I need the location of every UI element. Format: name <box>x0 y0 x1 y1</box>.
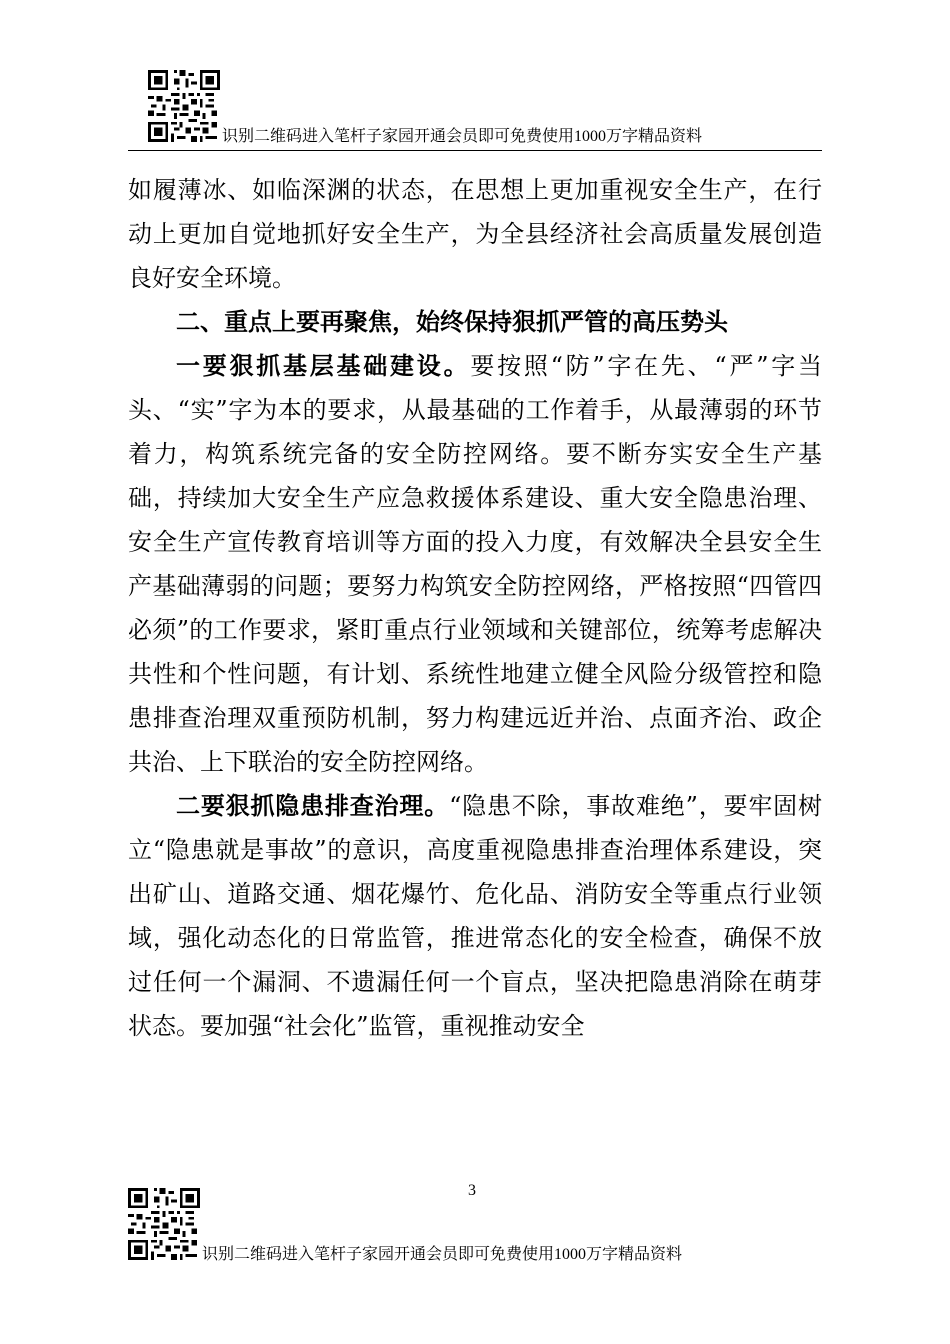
footer-banner-text: 识别二维码进入笔杆子家园开通会员即可免费使用1000万字精品资料 <box>202 1246 683 1263</box>
qr-code-icon <box>148 70 220 142</box>
paragraph-2-text: “隐患不除，事故难绝”，要牢固树立“隐患就是事故”的意识，高度重视隐患排查治理体系建设，突出矿山、道路交通、烟花爆竹、危化品、消防安全等重点行业领域，强化动态化的日常监管，推进常态化的安全检查，确保不放过任何一个漏洞、不遗漏任何一个盲点，坚决把隐患消除在萌芽状态。要加强“社会化”监管，重视推动安全 <box>128 792 822 1040</box>
paragraph-1-text: 要按照“防”字在先、“严”字当头、“实”字为本的要求，从最基础的工作着手，从最薄弱的环节着力，构筑系统完备的安全防控网络。要不断夯实安全生产基础，持续加大安全生产应急救援体系建设、重大安全隐患治理、安全生产宣传教育培训等方面的投入力度，有效解决全县安全生产基础薄弱的问题；要努力构筑安全防控网络，严格按照“四管四必须”的工作要求，紧盯重点行业领域和关键部位，统筹考虑解决共性和个性问题，有计划、系统性地建立健全风险分级管控和隐患排查治理双重预防机制，努力构建远近并治、点面齐治、政企共治、上下联治的安全防控网络。 <box>128 352 823 776</box>
header-banner-text: 识别二维码进入笔杆子家园开通会员即可免费使用1000万字精品资料 <box>222 128 703 145</box>
page-number: 3 <box>468 1182 476 1199</box>
header-divider <box>128 150 822 151</box>
document-body <box>128 168 822 1048</box>
paragraph-continued: 如履薄冰、如临深渊的状态，在思想上更加重视安全生产，在行动上更加自觉地抓好安全生产，为全县经济社会高质量发展创造良好安全环境。 <box>128 176 822 292</box>
paragraph-1-lead: 一要狠抓基层基础建设。 <box>176 351 471 380</box>
section-heading: 二、重点上要再聚焦，始终保持狠抓严管的高压势头 <box>176 307 728 336</box>
paragraph-2-lead: 二要狠抓隐患排查治理。 <box>176 791 450 820</box>
qr-code-icon <box>128 1188 200 1260</box>
paragraph-1 <box>128 344 822 784</box>
paragraph-2 <box>128 784 822 1048</box>
